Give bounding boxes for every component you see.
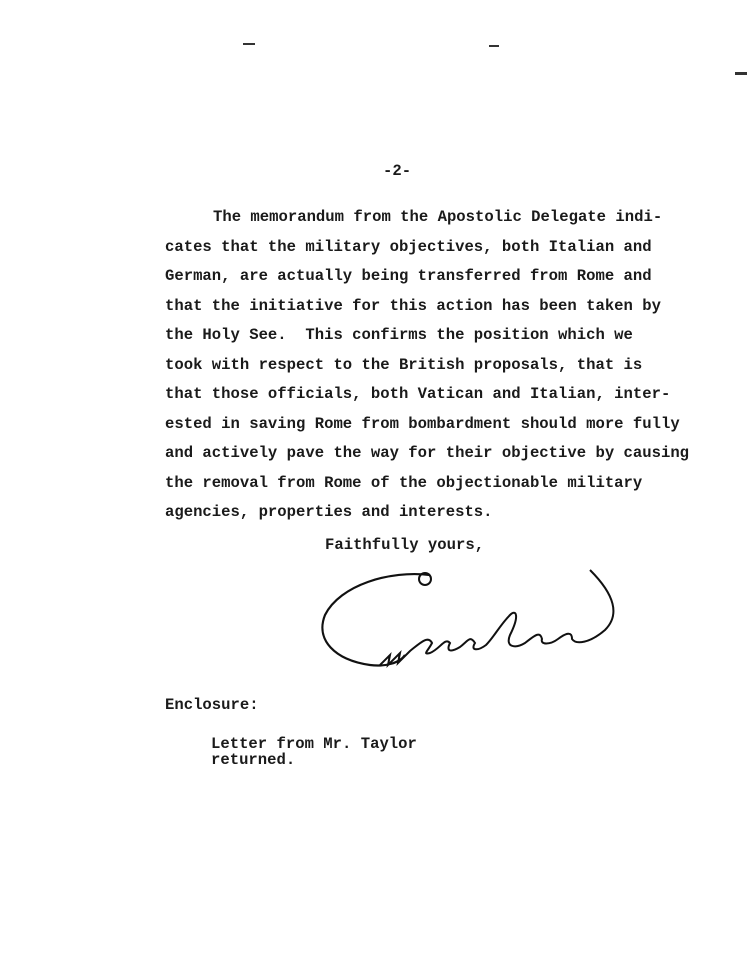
body-line: that the initiative for this action has been taken by	[165, 297, 661, 315]
body-line: that those officials, both Vatican and Italian, inter-	[165, 385, 671, 403]
body-line: the Holy See. This confirms the position which we	[165, 326, 633, 344]
body-line: ested in saving Rome from bombardment should more fully	[165, 415, 680, 433]
body-line: cates that the military objectives, both Italian and	[165, 238, 652, 256]
body-line: and actively pave the way for their objective by causing	[165, 444, 690, 462]
signature	[310, 565, 640, 675]
body-line: took with respect to the British proposals, that is	[165, 356, 643, 374]
body-line: The memorandum from the Apostolic Delegate indi-	[213, 208, 663, 226]
scan-mark	[489, 45, 499, 47]
enclosure-label: Enclosure:	[165, 696, 259, 714]
closing: Faithfully yours,	[325, 536, 485, 554]
body-line: agencies, properties and interests.	[165, 503, 493, 521]
scan-mark	[735, 72, 747, 75]
enclosure-line: Letter from Mr. Taylor	[211, 735, 417, 753]
page-number: -2-	[383, 162, 412, 180]
enclosure-line: returned.	[211, 751, 296, 769]
body-line: the removal from Rome of the objectionable military	[165, 474, 643, 492]
scan-mark	[243, 43, 255, 45]
body-line: German, are actually being transferred from Rome and	[165, 267, 652, 285]
